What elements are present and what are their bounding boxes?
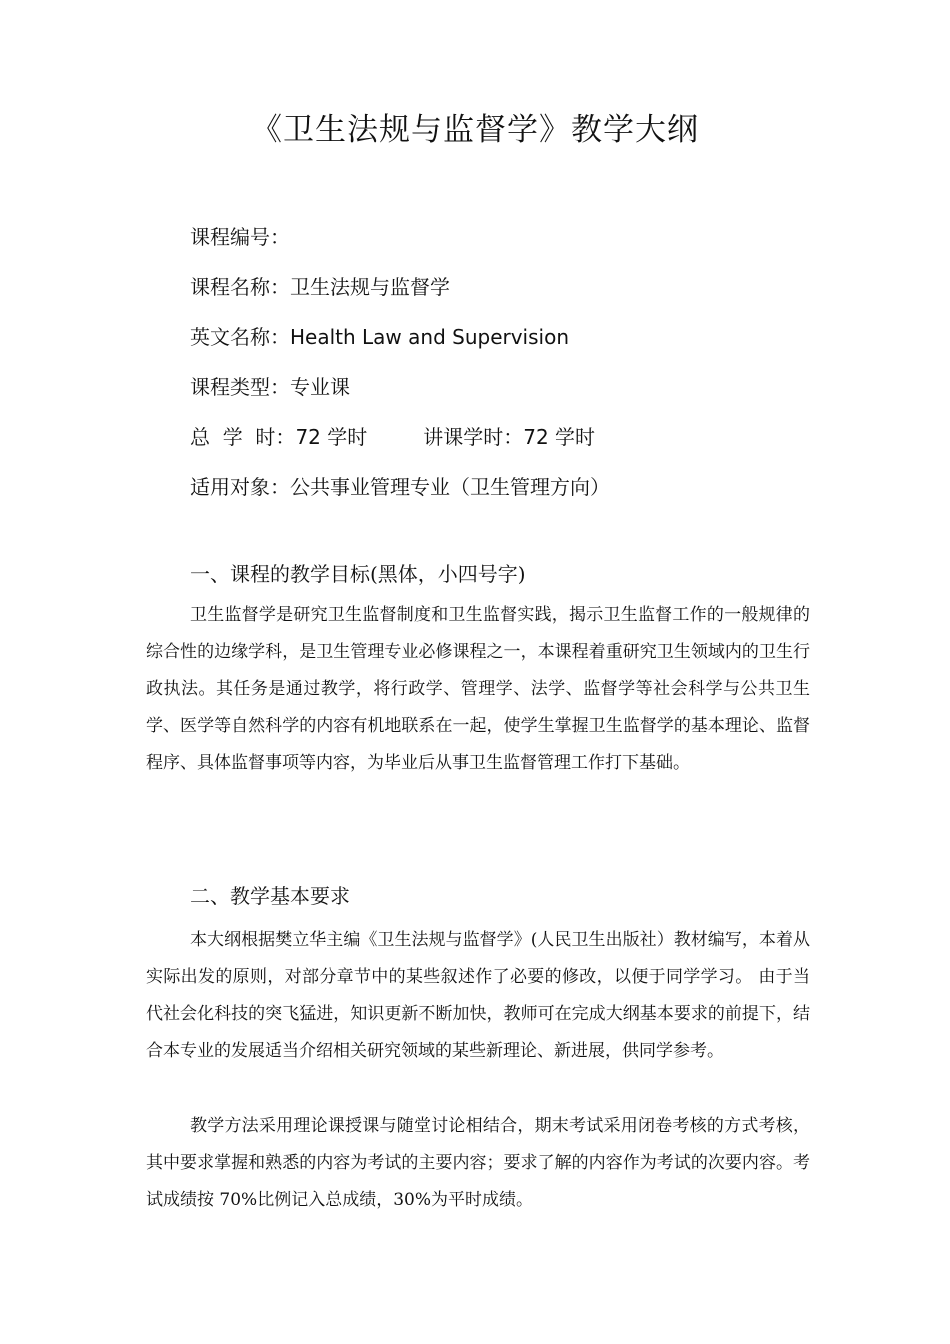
total-hours-value: 72 学时: [295, 425, 368, 449]
course-name-value: 卫生法规与监督学: [290, 275, 450, 299]
lecture-hours-value: 72 学时: [523, 425, 596, 449]
course-code-row: [190, 222, 610, 272]
audience-label: 适用对象：: [190, 475, 290, 499]
audience-row: [190, 472, 610, 522]
course-type-label: 课程类型：: [190, 375, 290, 399]
course-info: [190, 222, 610, 522]
total-hours-label: 总 学 时：: [190, 425, 296, 449]
course-name-label: 课程名称：: [190, 275, 290, 299]
course-code-label: 课程编号：: [190, 225, 290, 249]
course-name-row: [190, 272, 610, 322]
hours-row: [190, 422, 610, 472]
lecture-hours-label: 讲课学时：: [423, 425, 524, 449]
audience-value: 公共事业管理专业（卫生管理方向）: [290, 475, 610, 499]
section-heading-objectives: 一、课程的教学目标(黑体，小四号字): [190, 562, 526, 586]
course-type-value: 专业课: [290, 375, 350, 399]
english-name-value: Health Law and Supervision: [290, 325, 570, 349]
requirements-paragraph-2: 教学方法采用理论课授课与随堂讨论相结合，期末考试采用闭卷考核的方式考核，其中要求掌握和熟悉的内容为考试的主要内容；要求了解的内容作为考试的次要内容。考试成绩按 70%比例记入总成绩，30%为平时成绩。: [146, 1116, 810, 1210]
objectives-paragraph: 卫生监督学是研究卫生监督制度和卫生监督实践，揭示卫生监督工作的一般规律的综合性的边缘学科，是卫生管理专业必修课程之一，本课程着重研究卫生领域内的卫生行政执法。其任务是通过教学，将行政学、管理学、法学、监督学等社会科学与公共卫生学、医学等自然科学的内容有机地联系在一起，使学生掌握卫生监督学的基本理论、监督程序、具体监督事项等内容，为毕业后从事卫生监督管理工作打下基础。: [146, 605, 810, 773]
section-heading-requirements: 二、教学基本要求: [190, 884, 350, 908]
course-type-row: [190, 372, 610, 422]
document-title: 《卫生法规与监督学》教学大纲: [251, 112, 699, 148]
english-name-label: 英文名称：: [190, 325, 290, 349]
english-name-row: [190, 322, 610, 372]
requirements-paragraph-1: 本大纲根据樊立华主编《卫生法规与监督学》(人民卫生出版社）教材编写，本着从实际出发的原则，对部分章节中的某些叙述作了必要的修改，以便于同学学习。 由于当代社会化科技的突飞猛进，知识更新不断加快，教师可在完成大纲基本要求的前提下，结合本专业的发展适当介绍相关研究领域的某些新理论、新进展，供同学参考。: [146, 930, 810, 1061]
